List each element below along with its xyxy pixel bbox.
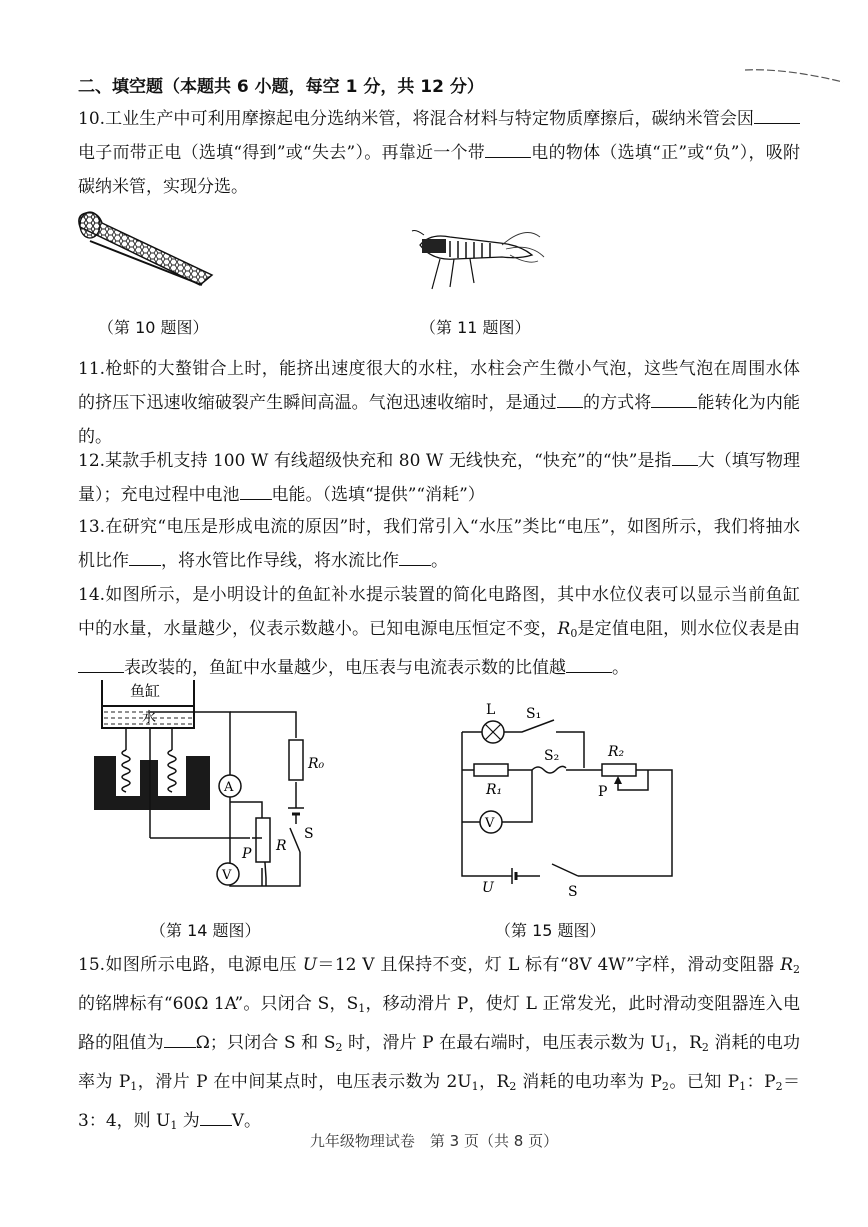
q15-s2-subscript: 2 — [335, 1041, 343, 1054]
q14-r0-symbol: R — [557, 619, 571, 639]
q11-text-3: 能转化为内能的。 — [78, 393, 801, 447]
q15-text-7: ，R — [671, 1033, 702, 1053]
q12-text-3: 电能。（选填“提供”“消耗”） — [271, 485, 485, 505]
q15-u1-subscript-3: 1 — [170, 1119, 178, 1132]
switch-s1-label: S₁ — [526, 706, 542, 722]
q15-text-14: ＝3：4，则 U — [78, 1072, 801, 1131]
q15-text-10: ，R — [478, 1072, 510, 1092]
switch-s-label: S — [304, 826, 314, 842]
q11-blank-1[interactable] — [557, 389, 583, 408]
q14-text-4: 。 — [612, 658, 629, 678]
q15-p1-subscript: 1 — [130, 1080, 138, 1093]
q15-text-16: V。 — [231, 1111, 262, 1131]
scan-edge-mark — [745, 66, 845, 86]
q14-text-1: 14.如图所示，是小明设计的鱼缸补水提示装置的简化电路图，其中水位仪表可以显示当前鱼缸中的水量，水量越少，仪表示数越小。已知电源电压恒定不变， — [78, 585, 800, 639]
page-footer: 九年级物理试卷 第 3 页（共 8 页） — [309, 1132, 559, 1150]
q10-text-3: 电的物体（选填“正”或“负”），吸附碳纳米管，实现分选。 — [78, 143, 801, 197]
q12-blank-2[interactable] — [240, 481, 272, 500]
q14-blank-2[interactable] — [566, 654, 612, 673]
q12-text-1: 12.某款手机支持 100 W 有线超级快充和 80 W 无线快充，“快充”的“快”是指 — [78, 451, 672, 471]
slider-p-label: P — [242, 846, 252, 862]
q15-u1-subscript-2: 1 — [471, 1080, 479, 1093]
question-15 — [78, 948, 800, 1143]
q13-text-3: 。 — [431, 551, 448, 571]
q15-blank-1[interactable] — [164, 1029, 196, 1048]
q15-p1-subscript-2: 1 — [739, 1080, 747, 1093]
q15-u1-subscript: 1 — [664, 1041, 672, 1054]
q15-r2-subscript-3: 2 — [509, 1080, 517, 1093]
q15-text-11: 消耗的电功率为 P — [516, 1072, 662, 1092]
q13-text-1: 13.在研究“电压是形成电流的原因”时，我们常引入“水压”类比“电压”，如图所示，我们将抽水机比作 — [78, 517, 800, 571]
q14-text-3: 表改装的，鱼缸中水量越少，电压表与电流表示数的比值越 — [124, 658, 566, 678]
q10-blank-2[interactable] — [485, 139, 531, 158]
question-12 — [78, 444, 800, 512]
voltmeter-label-15: V — [485, 816, 495, 831]
r1-label: R₁ — [486, 782, 503, 798]
q14-r0-subscript: 0 — [570, 627, 578, 640]
q15-text-1: 15.如图所示电路，电源电压 — [78, 955, 303, 975]
q10-blank-1[interactable] — [754, 105, 800, 124]
q15-text-8: 消耗的电功率为 P — [78, 1033, 801, 1092]
q15-text-15: 为 — [177, 1111, 200, 1131]
q10-text-2: 电子而带正电（选填“得到”或“失去”）。再靠近一个带 — [78, 143, 486, 163]
fig10-caption: （第 10 题图） — [98, 318, 209, 337]
r2-label: R₂ — [608, 744, 625, 760]
pistol-shrimp-figure — [410, 215, 550, 295]
q11-text-2: 的方式将 — [582, 393, 652, 413]
carbon-nanotube-figure — [72, 205, 222, 295]
q15-text-4: ，移动滑片 P，使灯 L 正常发光，此时滑动变阻器连入电路的阻值为 — [78, 994, 800, 1053]
lamp-label: L — [486, 702, 496, 718]
question-11 — [78, 352, 800, 454]
water-label: 水 — [142, 710, 156, 726]
q13-blank-1[interactable] — [129, 547, 161, 566]
source-u-label: U — [482, 880, 494, 896]
q15-p2-subscript-2: 2 — [775, 1080, 783, 1093]
q12-blank-1[interactable] — [672, 447, 698, 466]
slider-p-label-15: P — [598, 784, 608, 800]
q10-text-1: 10.工业生产中可利用摩擦起电分选纳米管，将混合材料与特定物质摩擦后，碳纳米管会因 — [78, 109, 754, 129]
q14-text-2: 是定值电阻，则水位仪表是由 — [577, 619, 801, 639]
voltmeter-label: V — [222, 868, 232, 883]
q15-r2-subscript: 2 — [793, 963, 800, 976]
q15-s1-subscript: 1 — [358, 1002, 366, 1015]
section-heading: 二、填空题（本题共 6 小题，每空 1 分，共 12 分） — [78, 77, 484, 97]
q15-r2-subscript-2: 2 — [701, 1041, 709, 1054]
q11-text-1: 11.枪虾的大螯钳合上时，能挤出速度很大的水柱，水柱会产生微小气泡，这些气泡在周围水体的挤压下迅速收缩破裂产生瞬间高温。气泡迅速收缩时，是通过 — [78, 359, 800, 413]
q15-u-symbol: U — [302, 955, 318, 975]
q13-blank-2[interactable] — [399, 547, 431, 566]
q15-r2-symbol: R — [780, 955, 793, 975]
ammeter-label: A — [224, 780, 234, 795]
q13-text-2: ，将水管比作导线，将水流比作 — [161, 551, 399, 571]
q15-text-13: ：P — [746, 1072, 776, 1092]
fig11-caption: （第 11 题图） — [420, 318, 531, 337]
question-10 — [78, 102, 800, 204]
fig15-circuit — [452, 698, 692, 902]
q15-text-2: ＝12 V 且保持不变，灯 L 标有“8V 4W”字样，滑动变阻器 — [317, 955, 781, 975]
rheostat-r-label: R — [276, 838, 287, 854]
q11-blank-2[interactable] — [651, 389, 697, 408]
q12-text-2: 大（填写物理量）；充电过程中电池 — [78, 451, 801, 505]
q15-blank-2[interactable] — [200, 1107, 232, 1126]
switch-s2-label: S₂ — [544, 748, 560, 764]
q14-blank-1[interactable] — [78, 654, 124, 673]
fig14-caption: （第 14 题图） — [150, 921, 261, 940]
question-14 — [78, 578, 800, 685]
q15-text-12: 。已知 P — [668, 1072, 740, 1092]
r0-label: R₀ — [308, 756, 325, 772]
q15-p2-subscript: 2 — [661, 1080, 669, 1093]
switch-s-label-15: S — [568, 884, 578, 900]
tank-label: 鱼缸 — [130, 682, 161, 700]
q15-text-6: 时，滑片 P 在最右端时，电压表示数为 U — [342, 1033, 665, 1053]
q15-text-3: 的铭牌标有“60Ω 1A”。只闭合 S，S — [78, 994, 359, 1014]
q15-text-9: ，滑片 P 在中间某点时，电压表示数为 2U — [137, 1072, 472, 1092]
fig14-circuit — [90, 678, 330, 900]
question-13 — [78, 510, 800, 578]
q15-text-5: Ω；只闭合 S 和 S — [195, 1033, 336, 1053]
fig15-caption: （第 15 题图） — [495, 921, 606, 940]
